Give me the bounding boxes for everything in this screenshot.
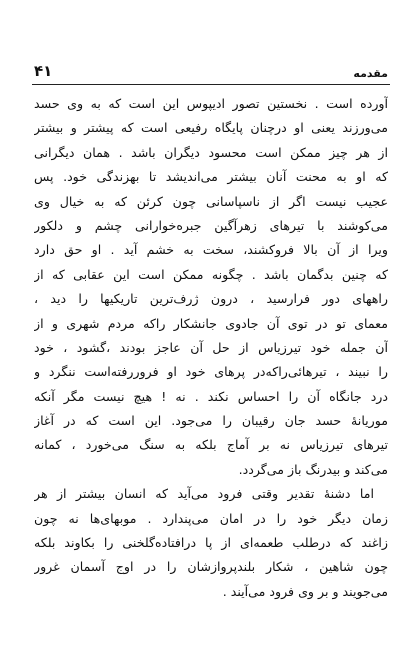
header-rule — [32, 84, 390, 85]
text-line: موریانهٔ حسد جان رقیبان را می‌جود. این است که در آغاز — [34, 413, 388, 429]
text-line: تیرهای تیرزیاس نه بر آماج بلکه به سنگ می‌خورد ، کمانه — [34, 437, 388, 453]
text-line: که او به محنت آنان بیشتر می‌اندیشد تا بهزندگی خود. پس — [34, 169, 388, 185]
running-head: مقدمه — [353, 67, 388, 80]
page-number: ۴۱ — [34, 62, 53, 80]
text-line: درد جانگاه آن را احساس نکند . نه ! هیچ نیست مگر آنکه — [34, 388, 388, 404]
text-line: چون شاهین ، شکار بلندپروازشان را در اوج آسمان غرور — [34, 559, 388, 575]
text-line: می‌ورزند یعنی او درچنان پایگاه رفیعی است که پیشتر و بیشتر — [34, 120, 388, 136]
text-line: معمای تو در توی آن جادوی جانشکار راکه مردم شهری و از — [34, 315, 388, 331]
text-line: می‌جویند و بر وی فرود می‌آیند . — [222, 583, 388, 599]
text-line: راههای دور فرارسید ، درون ژرف‌ترین تاریکیها را دید ، — [34, 291, 388, 307]
body-text — [34, 92, 388, 604]
text-line: می‌کوشند با تیرهای زهرآگین جبره‌خوارانی چشم و دلکور — [34, 217, 388, 233]
text-line: زمان دیگر خود را در امان می‌پندارد . موبهای‌ها نه چون — [34, 510, 388, 526]
text-line: می‌کند و بیدرنگ باز می‌گردد. — [238, 461, 388, 477]
text-line: را نبیند ، تیرهائی‌راکه‌در پرهای خود او فروررفته‌است ننگرد و — [34, 364, 388, 380]
text-line: که چنین بدگمان باشد . چگونه ممکن است این عقابی که از — [34, 266, 388, 282]
text-line: آن جمله خود تیرزیاس از حل آن عاجز بودند ،گشود ، خود — [34, 339, 388, 355]
text-line: زاغند که درطلب طعمه‌ای از پا درافتاده‌گلخنی را بکاوند بلکه — [34, 535, 388, 551]
text-line: عجیب نیست اگر از ناسپاسانی چون کرئن که به خیال وی — [34, 193, 388, 209]
text-line: ویرا از آن بالا فروکشند، سخت به خشم آید . او حق دارد — [34, 242, 388, 258]
text-line: آورده است . نخستین تصور ادیپوس این است که به وی حسد — [34, 96, 388, 111]
text-line: اما دشنهٔ تقدیر وقتی فرود می‌آید که انسان بیشتر از هر — [34, 486, 374, 502]
text-line: از هر چیز ممکن است محسود دیگران باشد . همان دیگرانی — [34, 144, 388, 160]
page-header — [34, 60, 388, 80]
